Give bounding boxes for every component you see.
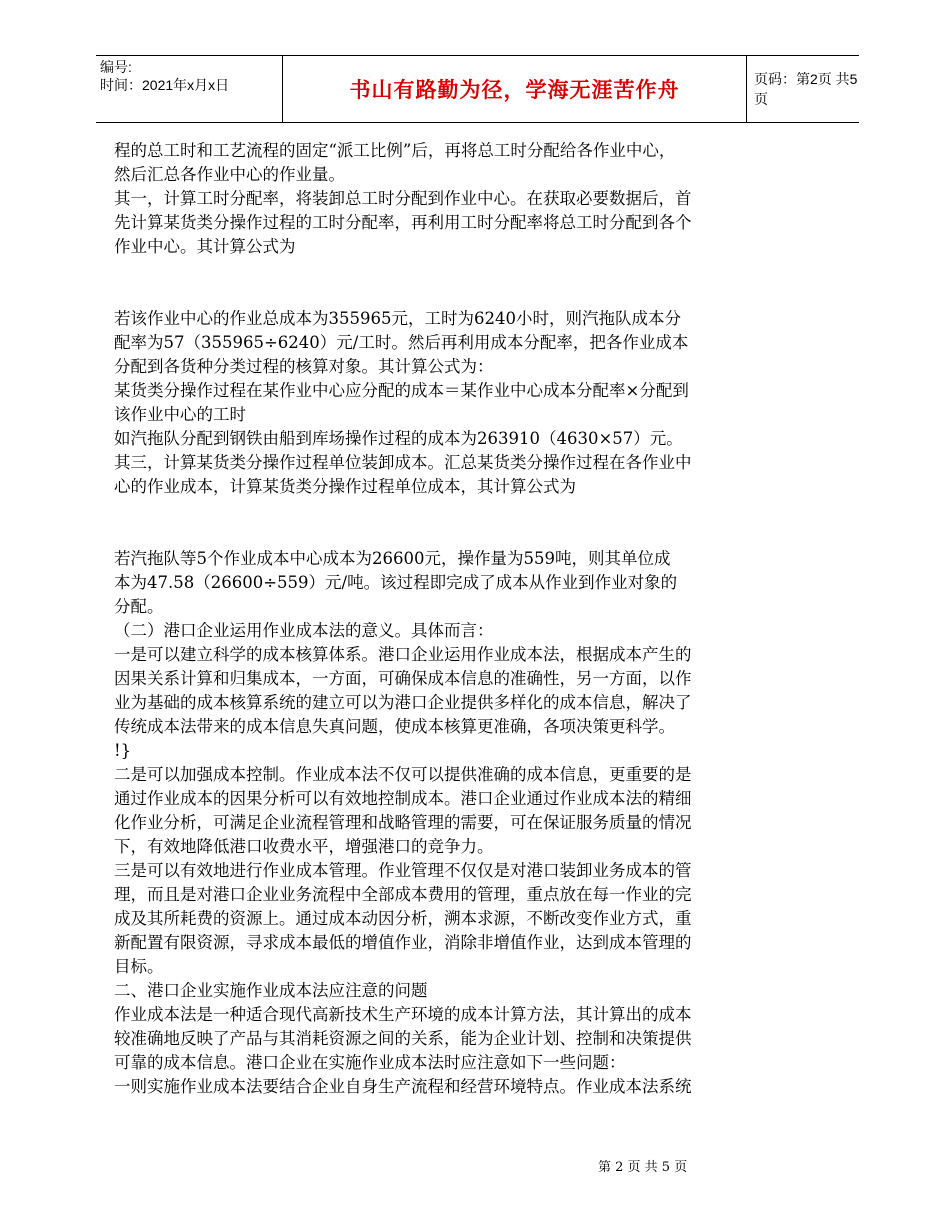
body-line: 成及其所耗费的资源上。通过成本动因分析，溯本求源，不断改变作业方式，重 <box>114 909 692 928</box>
body-line: 心的作业成本，计算某货类分操作过程单位成本，其计算公式为 <box>114 477 576 496</box>
body-line: 若汽拖队等5个作业成本中心成本为26600元，操作量为559吨，则其单位成 <box>114 549 671 568</box>
body-line: 如汽拖队分配到钢铁由船到库场操作过程的成本为263910（4630×57）元。 <box>114 429 683 448</box>
body-line: 分配到各货种分类过程的核算对象。其计算公式为： <box>114 357 494 376</box>
body-line: !} <box>114 741 132 760</box>
body-line: 某货类分操作过程在某作业中心应分配的成本＝某作业中心成本分配率×分配到 <box>114 381 689 400</box>
body-line: 其一，计算工时分配率，将装卸总工时分配到作业中心。在获取必要数据后，首 <box>114 189 692 208</box>
body-line: 因果关系计算和归集成本，一方面，可确保成本信息的准确性，另一方面，以作 <box>114 669 692 688</box>
body-line: 若该作业中心的作业总成本为355965元，工时为6240小时，则汽拖队成本分 <box>114 309 681 328</box>
document-time-label: 时间：2021年x月x日 <box>100 77 230 93</box>
body-line: 先计算某货类分操作过程的工时分配率，再利用工时分配率将总工时分配到各个 <box>114 213 692 232</box>
body-line: 本为47.58（26600÷559）元/吨。该过程即完成了成本从作业到作业对象的 <box>114 573 678 592</box>
page-header <box>96 55 859 123</box>
body-line: 三是可以有效地进行作业成本管理。作业管理不仅仅是对港口装卸业务成本的管 <box>114 861 692 880</box>
body-line: 可靠的成本信息。港口企业在实施作业成本法时应注意如下一些问题： <box>114 1053 626 1072</box>
footer-page-number: 第 2 页 共 5 页 <box>598 1160 688 1175</box>
formula-gap <box>114 259 768 307</box>
body-line: 一则实施作业成本法要结合企业自身生产流程和经营环境特点。作业成本法系统 <box>114 1077 692 1096</box>
section-heading: （二）港口企业运用作业成本法的意义。具体而言： <box>114 621 494 640</box>
document-number-label: 编号: <box>100 59 132 75</box>
header-motto-cell <box>282 56 747 122</box>
document-body <box>114 139 768 1099</box>
formula-gap <box>114 499 768 547</box>
body-line: 一是可以建立科学的成本核算体系。港口企业运用作业成本法，根据成本产生的 <box>114 645 692 664</box>
header-motto: 书山有路勤为径，学海无涯苦作舟 <box>349 78 680 102</box>
body-line: 其三，计算某货类分操作过程单位装卸成本。汇总某货类分操作过程在各作业中 <box>114 453 692 472</box>
body-line: 业为基础的成本核算系统的建立可以为港口企业提供多样化的成本信息，解决了 <box>114 693 692 712</box>
page-footer <box>598 1156 687 1175</box>
body-line: 配率为57（355965÷6240）元/工时。然后再利用成本分配率，把各作业成本 <box>114 333 689 352</box>
body-line: 通过作业成本的因果分析可以有效地控制成本。港口企业通过作业成本法的精细 <box>114 789 692 808</box>
body-line: 理，而且是对港口企业业务流程中全部成本费用的管理，重点放在每一作业的完 <box>114 885 692 904</box>
body-line: 较准确地反映了产品与其消耗资源之间的关系，能为企业计划、控制和决策提供 <box>114 1029 692 1048</box>
body-line: 然后汇总各作业中心的作业量。 <box>114 165 345 184</box>
header-meta <box>96 56 282 122</box>
body-line: 传统成本法带来的成本信息失真问题，使成本核算更准确，各项决策更科学。 <box>114 717 675 736</box>
body-line: 新配置有限资源，寻求成本最低的增值作业，消除非增值作业，达到成本管理的 <box>114 933 692 952</box>
body-line: 化作业分析，可满足企业流程管理和战略管理的需要，可在保证服务质量的情况 <box>114 813 692 832</box>
body-line: 目标。 <box>114 957 164 976</box>
body-line: 作业成本法是一种适合现代高新技术生产环境的成本计算方法，其计算出的成本 <box>114 1005 692 1024</box>
body-line: 二是可以加强成本控制。作业成本法不仅可以提供准确的成本信息，更重要的是 <box>114 765 692 784</box>
header-page-number: 页码：第2页 共5页 <box>754 71 858 107</box>
body-line: 下，有效地降低港口收费水平，增强港口的竞争力。 <box>114 837 494 856</box>
body-line: 程的总工时和工艺流程的固定“派工比例”后，再将总工时分配给各作业中心， <box>114 141 676 160</box>
body-line: 该作业中心的工时 <box>114 405 246 424</box>
header-page-cell <box>746 56 867 122</box>
section-heading: 二、港口企业实施作业成本法应注意的问题 <box>114 981 428 1000</box>
body-line: 分配。 <box>114 597 164 616</box>
body-line: 作业中心。其计算公式为 <box>114 237 296 256</box>
